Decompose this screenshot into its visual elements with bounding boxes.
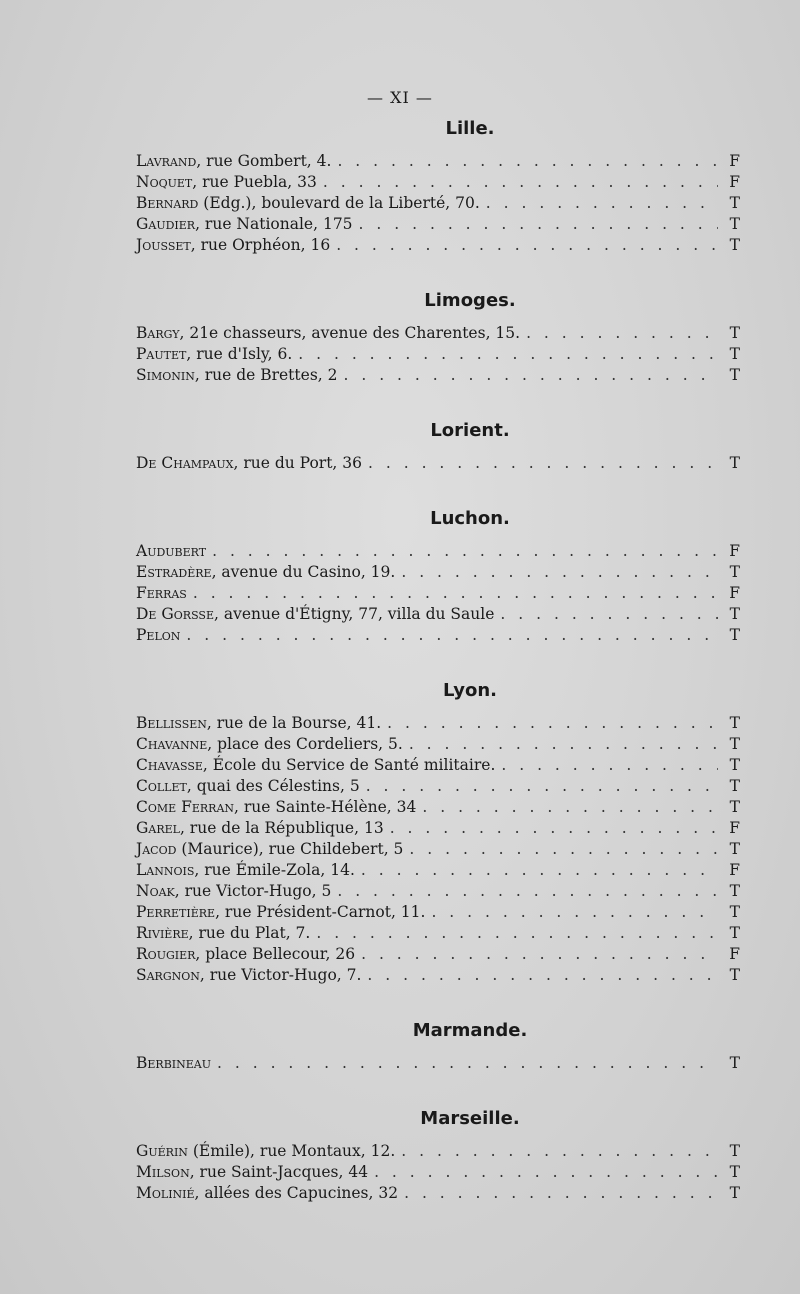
entry-surname: Pelon (136, 626, 181, 644)
entry-name (136, 1183, 398, 1204)
entry-address: (Edg.), boulevard de la Liberté, 70. (198, 194, 480, 212)
entry-name (136, 214, 353, 235)
dot-leader (368, 453, 718, 474)
entry-surname: Milson (136, 1163, 190, 1181)
city-section (136, 680, 740, 986)
entry-address: , rue de la République, 13 (179, 819, 384, 837)
dot-leader (409, 839, 718, 860)
directory-list (136, 118, 740, 1204)
entry-name (136, 902, 425, 923)
dot-leader (501, 755, 718, 776)
directory-entry (136, 453, 740, 474)
entry-surname: Chavanne (136, 735, 208, 753)
city-section (136, 508, 740, 646)
entry-address: , avenue du Casino, 19. (211, 563, 396, 581)
entry-name (136, 365, 338, 386)
entry-code: T (729, 966, 740, 984)
entry-address: , allées des Capucines, 32 (194, 1184, 399, 1202)
entry-code: F (729, 861, 740, 879)
city-section (136, 290, 740, 386)
city-section (136, 1020, 740, 1074)
entry-surname: Estradère (136, 563, 212, 581)
entry-name (136, 193, 480, 214)
entry-address: , École du Service de Santé militaire. (202, 756, 496, 774)
entry-name (136, 583, 187, 604)
dot-leader (186, 625, 718, 646)
dot-leader (193, 583, 718, 604)
entry-surname: Ferras (136, 584, 187, 602)
dot-leader (401, 1141, 718, 1162)
entry-code: T (729, 777, 740, 795)
entry-address: , rue Victor-Hugo, 7. (199, 966, 362, 984)
directory-entry (136, 625, 740, 646)
entry-name (136, 944, 355, 965)
city-heading: Limoges. (424, 290, 516, 311)
city-heading: Luchon. (430, 508, 510, 529)
entry-surname: Rivière (136, 924, 189, 942)
entry-surname: Gaudier (136, 215, 196, 233)
entry-code: T (729, 236, 740, 254)
dot-leader (526, 323, 718, 344)
entry-code: T (729, 735, 740, 753)
entry-surname: Lannois (136, 861, 195, 879)
dot-leader (374, 1162, 718, 1183)
page-number: — XI — (367, 88, 433, 107)
entry-surname: Berbineau (136, 1054, 212, 1072)
entry-name (136, 839, 403, 860)
entry-surname: Noak (136, 882, 175, 900)
directory-entry (136, 193, 740, 214)
entry-address: , rue Émile-Zola, 14. (194, 861, 355, 879)
entry-code: T (729, 882, 740, 900)
dot-leader (316, 923, 718, 944)
entry-name (136, 323, 520, 344)
entry-code: F (729, 945, 740, 963)
city-heading: Lyon. (443, 680, 497, 701)
entry-name (136, 1141, 395, 1162)
dot-leader (361, 944, 718, 965)
entry-code: T (729, 903, 740, 921)
entry-surname: Audubert (136, 542, 207, 560)
entry-name (136, 344, 292, 365)
entry-address: , place des Cordeliers, 5. (207, 735, 403, 753)
dot-leader (323, 172, 718, 193)
entry-surname: Molinié (136, 1184, 195, 1202)
entry-surname: Garel (136, 819, 180, 837)
entry-surname: Sargnon (136, 966, 200, 984)
entry-name (136, 818, 384, 839)
entry-name (136, 172, 317, 193)
entry-name (136, 923, 310, 944)
entry-surname: Rougier (136, 945, 196, 963)
entry-surname: De Champaux (136, 454, 234, 472)
entry-surname: Guérin (136, 1142, 188, 1160)
entry-code: T (729, 194, 740, 212)
city-heading: Marmande. (412, 1020, 528, 1041)
directory-entry (136, 734, 740, 755)
directory-entry (136, 541, 740, 562)
entry-code: F (729, 152, 740, 170)
directory-entry (136, 755, 740, 776)
dot-leader (359, 214, 718, 235)
directory-entry (136, 214, 740, 235)
entry-code: F (729, 819, 740, 837)
entry-address: , place Bellecour, 26 (195, 945, 356, 963)
entry-address: , rue du Port, 36 (233, 454, 363, 472)
entry-address: , rue Gombert, 4. (196, 152, 332, 170)
entry-address: , rue Victor-Hugo, 5 (174, 882, 332, 900)
directory-entry (136, 902, 740, 923)
dot-leader (337, 881, 718, 902)
entry-address: , rue Puebla, 33 (192, 173, 317, 191)
entry-address: (Émile), rue Montaux, 12. (187, 1142, 396, 1160)
directory-entry (136, 1162, 740, 1183)
directory-entry (136, 344, 740, 365)
entry-address: , rue Orphéon, 16 (190, 236, 331, 254)
city-heading: Lille. (445, 118, 495, 139)
dot-leader (387, 713, 718, 734)
directory-entry (136, 839, 740, 860)
entry-name (136, 235, 330, 256)
dot-leader (404, 1183, 718, 1204)
dot-leader (298, 344, 718, 365)
dot-leader (366, 776, 718, 797)
entry-code: T (729, 454, 740, 472)
dot-leader (486, 193, 718, 214)
entry-name (136, 1053, 211, 1074)
directory-entry (136, 583, 740, 604)
dot-leader (431, 902, 718, 923)
directory-entry (136, 944, 740, 965)
entry-code: F (729, 542, 740, 560)
directory-entry (136, 776, 740, 797)
dot-leader (422, 797, 718, 818)
entry-code: T (729, 1142, 740, 1160)
entry-code: T (729, 366, 740, 384)
directory-entry (136, 172, 740, 193)
dot-leader (212, 541, 718, 562)
entry-code: T (729, 324, 740, 342)
entry-surname: Chavasse (136, 756, 203, 774)
entry-code: T (729, 924, 740, 942)
entry-surname: Pautet (136, 345, 187, 363)
entry-surname: Bellissen (136, 714, 207, 732)
directory-entry (136, 818, 740, 839)
dot-leader (217, 1053, 718, 1074)
directory-entry (136, 923, 740, 944)
entry-address: , rue de la Bourse, 41. (206, 714, 382, 732)
entry-name (136, 881, 331, 902)
dot-leader (344, 365, 719, 386)
entry-code: T (729, 563, 740, 581)
entry-name (136, 755, 495, 776)
directory-entry (136, 965, 740, 986)
directory-entry (136, 713, 740, 734)
entry-address: , rue Nationale, 175 (195, 215, 353, 233)
entry-code: T (729, 1184, 740, 1202)
city-section (136, 1108, 740, 1204)
entry-name (136, 776, 360, 797)
city-section (136, 420, 740, 474)
entry-address: , rue de Brettes, 2 (194, 366, 338, 384)
entry-name (136, 562, 395, 583)
dot-leader (336, 235, 718, 256)
directory-entry (136, 235, 740, 256)
entry-code: F (729, 173, 740, 191)
dot-leader (500, 604, 718, 625)
entry-name (136, 1162, 368, 1183)
entry-name (136, 734, 403, 755)
directory-entry (136, 1053, 740, 1074)
entry-address: (Maurice), rue Childebert, 5 (176, 840, 404, 858)
entry-code: T (729, 840, 740, 858)
entry-surname: Bargy (136, 324, 180, 342)
entry-address: , quai des Célestins, 5 (186, 777, 360, 795)
entry-name (136, 797, 416, 818)
dot-leader (409, 734, 718, 755)
directory-entry (136, 1141, 740, 1162)
dot-leader (401, 562, 718, 583)
dot-leader (367, 965, 718, 986)
entry-code: T (729, 1054, 740, 1072)
entry-surname: Perretière (136, 903, 216, 921)
entry-surname: Jousset (136, 236, 191, 254)
dot-leader (337, 151, 718, 172)
city-heading: Marseille. (420, 1108, 520, 1129)
directory-entry (136, 323, 740, 344)
entry-name (136, 151, 331, 172)
directory-entry (136, 151, 740, 172)
entry-surname: Jacod (136, 840, 177, 858)
entry-code: T (729, 798, 740, 816)
entry-surname: Simonin (136, 366, 195, 384)
entry-name (136, 453, 362, 474)
city-section (136, 118, 740, 256)
entry-surname: De Gorsse (136, 605, 214, 623)
entry-surname: Bernard (136, 194, 199, 212)
directory-entry (136, 604, 740, 625)
dot-leader (390, 818, 718, 839)
entry-address: , rue du Plat, 7. (188, 924, 311, 942)
city-heading: Lorient. (430, 420, 510, 441)
entry-surname: Come Ferran (136, 798, 235, 816)
entry-name (136, 604, 494, 625)
directory-entry (136, 365, 740, 386)
directory-entry (136, 881, 740, 902)
entry-code: T (729, 714, 740, 732)
entry-code: T (729, 626, 740, 644)
entry-surname: Collet (136, 777, 187, 795)
entry-address: , rue Président-Carnot, 11. (215, 903, 426, 921)
dot-leader (361, 860, 718, 881)
entry-code: T (729, 605, 740, 623)
entry-name (136, 965, 361, 986)
entry-address: , rue Sainte-Hélène, 34 (234, 798, 417, 816)
entry-surname: Noquet (136, 173, 193, 191)
entry-code: F (729, 584, 740, 602)
directory-entry (136, 562, 740, 583)
directory-entry (136, 860, 740, 881)
entry-code: T (729, 756, 740, 774)
entry-code: T (729, 1163, 740, 1181)
entry-surname: Lavrand (136, 152, 197, 170)
entry-name (136, 860, 355, 881)
directory-entry (136, 1183, 740, 1204)
entry-name (136, 625, 180, 646)
entry-address: , rue Saint-Jacques, 44 (189, 1163, 369, 1181)
entry-address: , 21e chasseurs, avenue des Charentes, 15. (179, 324, 521, 342)
entry-code: T (729, 215, 740, 233)
entry-name (136, 713, 381, 734)
entry-code: T (729, 345, 740, 363)
entry-address: , rue d'Isly, 6. (186, 345, 293, 363)
entry-address: , avenue d'Étigny, 77, villa du Saule (213, 605, 495, 623)
entry-name (136, 541, 206, 562)
directory-entry (136, 797, 740, 818)
